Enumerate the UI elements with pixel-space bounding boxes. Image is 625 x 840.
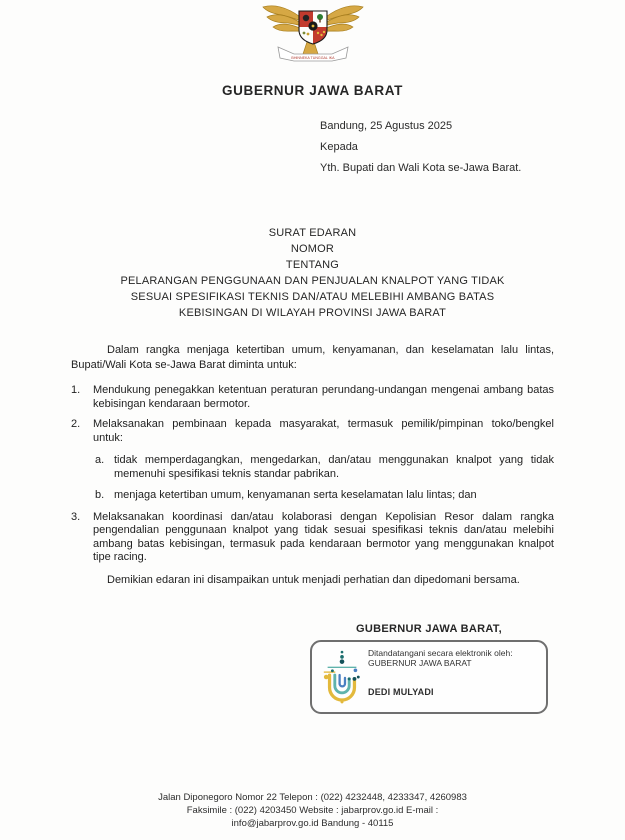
letterhead-emblem — [258, 0, 368, 69]
signature-section — [310, 623, 548, 714]
emblem-motto-text: BHINNEKA TUNGGAL IKA — [290, 56, 335, 60]
list-item-3 — [71, 511, 554, 565]
item-number: 2. — [71, 418, 81, 430]
subject-line-2: SESUAI SPESIFIKASI TEKNIS DAN/ATAU MELEBIHI AMBANG BATAS — [130, 291, 495, 303]
doc-number-label: NOMOR — [290, 243, 335, 255]
subject-line-3: KEBISINGAN DI WILAYAH PROVINSI JAWA BARAT — [178, 307, 447, 319]
doc-about-label: TENTANG — [285, 259, 340, 271]
letter-body — [71, 343, 554, 587]
item-number: 1. — [71, 384, 81, 396]
sub-item-text: menjaga ketertiban umum, kenyamanan serta keselamatan lalu lintas; dan — [114, 489, 477, 501]
signer-name: DEDI MULYADI — [368, 686, 434, 697]
esign-text-block — [368, 644, 540, 710]
opening-paragraph: Dalam rangka menjaga ketertiban umum, kenyamanan, dan keselamatan lalu lintas, Bupati/Wali Kota se-Jawa Barat diminta untuk: — [71, 344, 554, 371]
numbered-list — [71, 384, 554, 565]
sub-item-letter: a. — [95, 454, 105, 466]
signer-title: GUBERNUR JAWA BARAT, — [356, 622, 502, 635]
esign-note-line1: Ditandatangani secara elektronik oleh: — [368, 647, 513, 658]
closing-paragraph: Demikian edaran ini disampaikan untuk menjadi perhatian dan dipedomani bersama. — [107, 573, 520, 586]
place-date: Bandung, 25 Agustus 2025 — [320, 120, 453, 132]
recipient: Yth. Bupati dan Wali Kota se-Jawa Barat. — [320, 162, 522, 174]
esign-box — [310, 640, 548, 714]
item-text: Melaksanakan koordinasi dan/atau kolaborasi dengan Kepolisian Resor dalam rangka pengendalian penggunaan knalpot yang tidak sesuai spesifikasi teknis dan/atau melebihi ambang batas kebisingan, termasuk pada kendaraan bermotor yang menggunakan knalpot tipe racing. — [93, 510, 554, 563]
salutation: Kepada — [320, 141, 358, 153]
bsre-esign-logo-icon — [319, 649, 365, 705]
list-item-1 — [71, 384, 554, 411]
footer-line-1: Jalan Diponegoro Nomor 22 Telepon : (022) 4232448, 4233347, 4260983 — [158, 792, 467, 803]
title-block — [0, 225, 625, 321]
subject-line-1: PELARANGAN PENGGUNAAN DAN PENJUALAN KNALPOT YANG TIDAK — [120, 275, 505, 287]
sub-item-a — [95, 454, 554, 481]
esign-logo-wrap — [316, 644, 368, 710]
esign-note-line2: GUBERNUR JAWA BARAT — [368, 658, 472, 668]
lettered-sublist — [95, 454, 554, 503]
sub-item-b — [95, 489, 554, 503]
item-text: Melaksanakan pembinaan kepada masyarakat, termasuk pemilik/pimpinan toko/bengkel untuk: — [93, 418, 554, 444]
item-text: Mendukung penegakkan ketentuan peraturan perundang-undangan mengenai ambang batas kebisingan kendaraan bermotor. — [93, 384, 554, 410]
list-item-2 — [71, 418, 554, 445]
office-title: GUBERNUR JAWA BARAT — [222, 83, 403, 98]
item-number: 3. — [71, 510, 81, 523]
sub-item-letter: b. — [95, 489, 105, 501]
garuda-pancasila-icon — [258, 0, 368, 64]
letter-footer — [0, 791, 625, 830]
footer-line-3: info@jabarprov.go.id Bandung - 40115 — [231, 818, 394, 829]
sub-item-text: tidak memperdagangkan, mengedarkan, dan/atau menggunakan knalpot yang tidak memenuhi spesifikasi teknis standar pabrikan. — [114, 454, 554, 480]
footer-line-2: Faksimile : (022) 4203450 Website : jabarprov.go.id E-mail : — [186, 805, 439, 816]
doc-type: SURAT EDARAN — [268, 227, 357, 239]
dateline-block — [320, 116, 625, 179]
